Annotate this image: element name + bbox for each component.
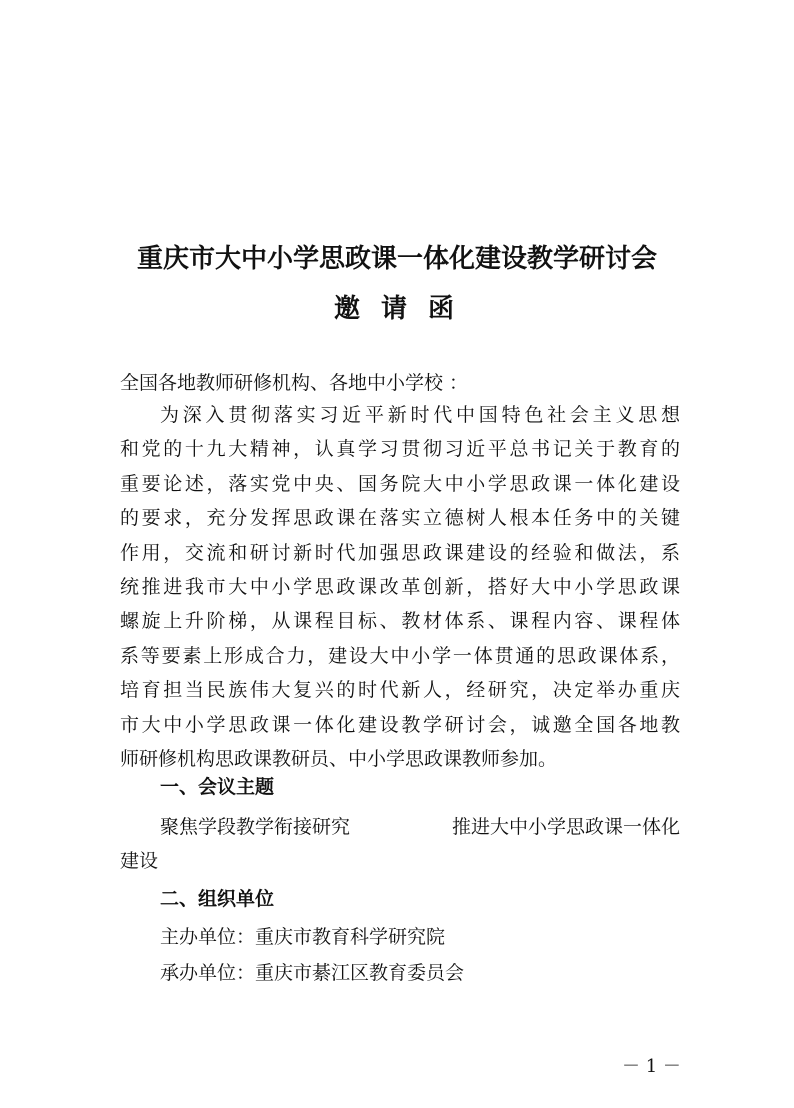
- page-number: － 1 －: [622, 1056, 681, 1077]
- greeting-line: 全国各地教师研修机构、各地中小学校 ：: [120, 372, 469, 394]
- paragraph-line: 市大中小学思政课一体化建设教学研讨会，诚邀全国各地教: [120, 713, 680, 736]
- paragraph-line: 作用，交流和研讨新时代加强思政课建设的经验和做法，系: [120, 541, 680, 564]
- section-heading-theme: 一、会议主题: [160, 776, 275, 798]
- paragraph-line: 为深入贯彻落实习近平新时代中国特色社会主义思想: [160, 404, 680, 426]
- paragraph-line: 重要论述，落实党中央、国务院大中小学思政课一体化建设: [120, 472, 680, 495]
- paragraph-line: 培育担当民族伟大复兴的时代新人，经研究，决定举办重庆: [120, 679, 680, 702]
- paragraph-line: 螺旋上升阶梯，从课程目标、教材体系、课程内容、课程体: [120, 610, 680, 633]
- host-unit: 主办单位：重庆市教育科学研究院: [160, 926, 446, 948]
- theme-part-one: 聚焦学段教学衔接研究: [160, 816, 351, 838]
- paragraph-line: 系等要素上形成合力，建设大中小学一体贯通的思政课体系，: [120, 644, 680, 667]
- paragraph-line: 和党的十九大精神，认真学习贯彻习近平总书记关于教育的: [120, 438, 680, 461]
- paragraph-line: 统推进我市大中小学思政课改革创新，搭好大中小学思政课: [120, 575, 680, 598]
- section-heading-organizers: 二、组织单位: [160, 888, 275, 910]
- paragraph-line: 师研修机构思政课教研员、中小学思政课教师参加。: [120, 747, 558, 770]
- paragraph-line: 的要求，充分发挥思政课在落实立德树人根本任务中的关键: [120, 507, 680, 530]
- theme-line: [160, 812, 680, 839]
- intro-paragraph: [120, 400, 680, 778]
- organizer-unit: 承办单位：重庆市綦江区教育委员会: [160, 962, 465, 984]
- document-subtitle: 邀 请 函: [333, 294, 461, 324]
- theme-line-continued: 建设: [120, 850, 159, 872]
- document-title: 重庆市大中小学思政课一体化建设教学研讨会: [136, 244, 657, 274]
- theme-part-two: 推进大中小学思政课一体化: [451, 816, 680, 838]
